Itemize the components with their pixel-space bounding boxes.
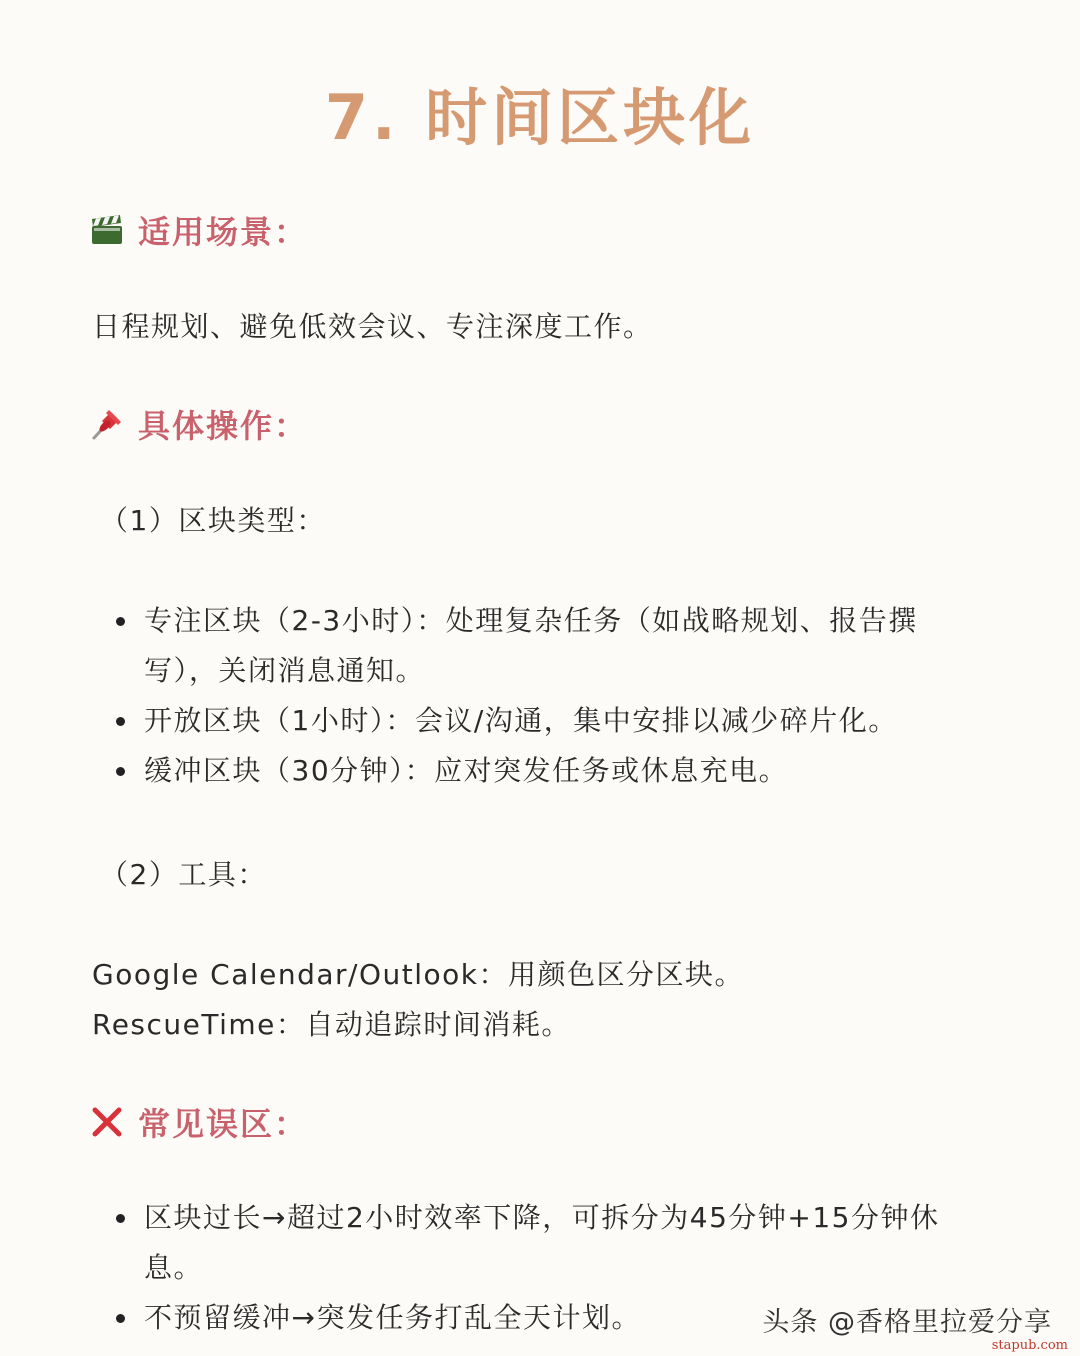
- list-item: [92, 1193, 972, 1293]
- section-heading-scenario: [90, 208, 308, 252]
- site-watermark: stapub.com: [991, 1338, 1068, 1353]
- list-item-text: 缓冲区块（30分钟）：应对突发任务或休息充电。: [144, 754, 789, 787]
- scenario-text: 日程规划、避免低效会议、专注深度工作。: [92, 310, 653, 343]
- list-item: [92, 696, 992, 746]
- bullet-dot: [116, 717, 125, 726]
- list-item: [92, 596, 992, 696]
- page-title: 7. 时间区块化: [324, 81, 756, 154]
- list-item-text: 不预留缓冲→突发任务打乱全天计划。: [144, 1301, 641, 1334]
- bullet-dot: [116, 617, 125, 626]
- heading-label: 具体操作：: [138, 407, 309, 445]
- tool-line: RescueTime：自动追踪时间消耗。: [92, 1008, 571, 1041]
- section-heading-operation: [90, 402, 308, 446]
- list-item: [92, 746, 992, 796]
- bullet-dot: [116, 1314, 125, 1323]
- heading-label: 常见误区：: [138, 1105, 309, 1143]
- tool-line: Google Calendar/Outlook：用颜色区分区块。: [92, 958, 744, 991]
- block-types-list: [92, 596, 992, 796]
- bullet-dot: [116, 767, 125, 776]
- section-heading-mistakes: [90, 1100, 308, 1144]
- list-item-text: 区块过长→超过2小时效率下降，可拆分为45分钟+15分钟休息。: [144, 1201, 940, 1284]
- subheading-tools: （2）工具：: [100, 858, 267, 891]
- list-item-text: 开放区块（1小时）：会议/沟通，集中安排以减少碎片化。: [144, 704, 898, 737]
- watermark: 头条 @香格里拉爱分享: [762, 1307, 1052, 1338]
- list-item-text: 专注区块（2-3小时）：处理复杂任务（如战略规划、报告撰写），关闭消息通知。: [144, 604, 918, 687]
- clapperboard-icon: [90, 214, 124, 246]
- bullet-dot: [116, 1214, 125, 1223]
- heading-label: 适用场景：: [138, 213, 309, 251]
- pushpin-icon: [90, 407, 124, 441]
- subheading-block-types: （1）区块类型：: [100, 504, 326, 537]
- cross-mark-icon: [90, 1105, 124, 1139]
